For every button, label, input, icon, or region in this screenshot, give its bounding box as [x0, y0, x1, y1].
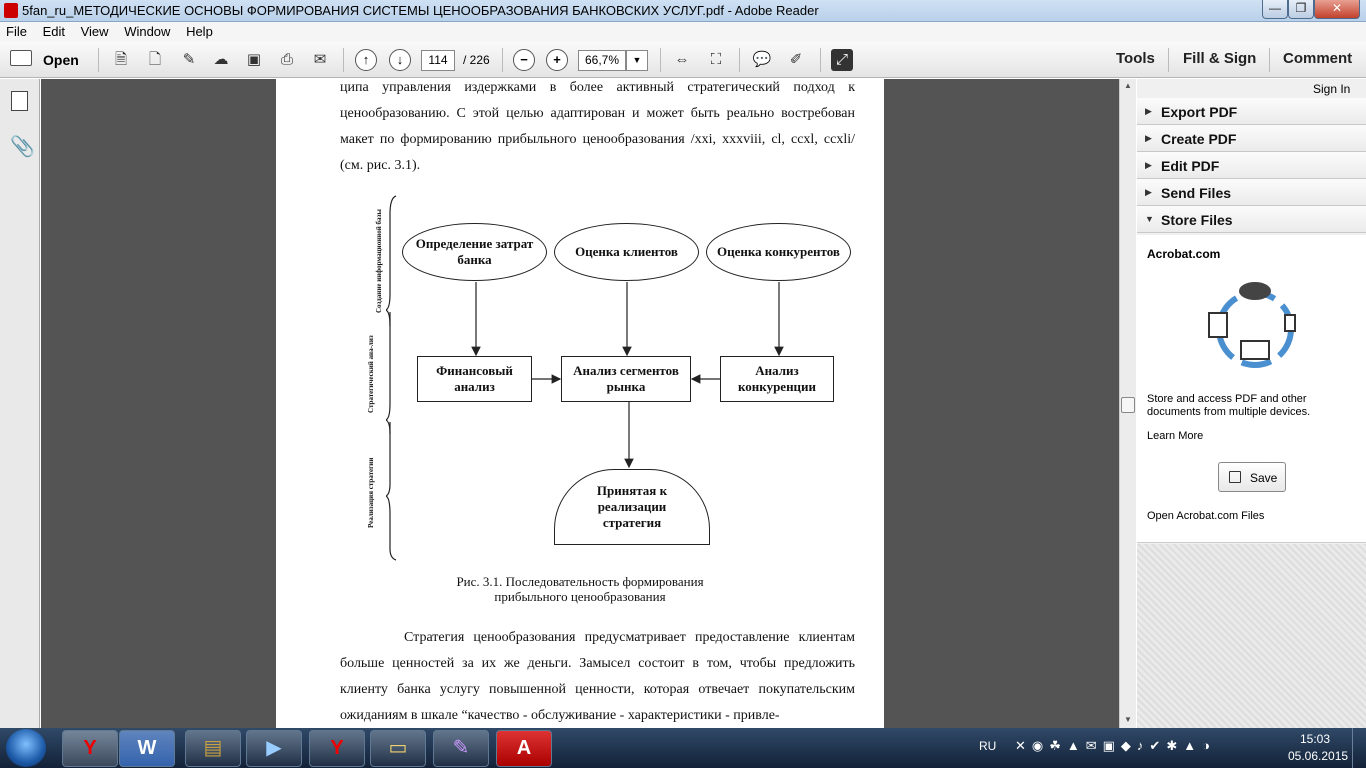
chevron-down-icon: ▼ — [1145, 214, 1154, 224]
page-number-input[interactable]: 114 — [421, 50, 455, 71]
taskbar-editor-icon[interactable]: ✎ — [433, 730, 489, 767]
tablet-shape — [1209, 313, 1227, 337]
open-acrobat-files-link[interactable]: Open Acrobat.com Files — [1147, 510, 1265, 522]
zoom-in-button[interactable]: + — [546, 49, 568, 71]
paragraph-bottom: Стратегия ценообразования предусматривает предоставление клиентам больше ценностей за их же деньги. Замысел состоит в том, чтобы предложить клиенту банка услугу повышенной ценности, которая отвечает покупательским ожиданиям в шкале “качество - обслуживание - характеристики - привле- — [340, 630, 855, 723]
side-label-info: Создание информационной базы — [375, 209, 383, 313]
chevron-right-icon: ▶ — [1145, 106, 1152, 116]
side-label-implementation: Реализация стратегии — [367, 457, 375, 528]
caption-line-1: Рис. 3.1. Последовательность формирования — [456, 574, 704, 589]
toolbar — [0, 42, 1366, 78]
open-label: Open — [43, 52, 79, 68]
next-page-button[interactable]: ↓ — [389, 49, 411, 71]
window-title: 5fan_ru_МЕТОДИЧЕСКИЕ ОСНОВЫ ФОРМИРОВАНИЯ СИСТЕМЫ ЦЕНООБРАЗОВАНИЯ БАНКОВСКИХ УСЛУГ.pdf - Adobe Reader — [22, 3, 819, 18]
phone-shape — [1285, 315, 1295, 331]
fit-width-icon[interactable]: ⇔ — [674, 51, 690, 68]
taskbar-media-player-icon[interactable]: ▶ — [246, 730, 302, 767]
chevron-down-icon: ▼ — [632, 55, 642, 65]
open-button[interactable] — [8, 48, 88, 72]
pdf-page — [276, 79, 884, 728]
node-finance: Финансовый анализ — [417, 356, 532, 402]
menu-help[interactable]: Help — [186, 24, 213, 39]
zoom-out-button[interactable]: − — [513, 49, 535, 71]
learn-more-link[interactable]: Learn More — [1147, 430, 1204, 442]
cloud-shape — [1239, 282, 1271, 300]
panel-item-label: Edit PDF — [1161, 158, 1220, 174]
convert-icon[interactable]: 🗋 — [148, 51, 162, 68]
clock-date[interactable]: 05.06.2015 — [1288, 749, 1349, 763]
edit-icon[interactable]: ✎ — [182, 51, 196, 68]
tools-button[interactable]: Tools — [1116, 50, 1155, 67]
side-label-strategy: Стратегический ана-лиз — [367, 335, 375, 413]
scroll-thumb[interactable] — [1121, 397, 1135, 413]
paragraph-top: ципа управления издержками в более активный стратегический подход к ценообразованию. С этой целью адаптирован и может быть реально востребован макет по формированию прибыльного ценообразования /xxi, xxxviii, cl, ccxl, ccxli/ (см. рис. 3.1). — [340, 80, 855, 173]
attachment-icon[interactable]: 📎 — [10, 136, 35, 158]
cloud-upload-icon[interactable]: ☁ — [213, 51, 229, 68]
clock-time[interactable]: 15:03 — [1300, 732, 1331, 746]
toolbar-separator — [739, 48, 740, 72]
save-button[interactable] — [1218, 462, 1286, 492]
save-icon — [1229, 471, 1241, 483]
node-segments: Анализ сегментов рынка — [561, 356, 691, 402]
store-files-body — [1137, 235, 1366, 543]
save-label: Save — [1250, 471, 1278, 485]
folder-icon — [10, 50, 32, 66]
panel-item-label: Store Files — [1161, 212, 1233, 228]
toolbar-separator — [502, 48, 503, 72]
taskbar-adobe-reader-icon[interactable]: A — [496, 730, 552, 767]
taskbar-word-icon[interactable]: W — [119, 730, 175, 767]
scroll-down-arrow-icon[interactable]: ▼ — [1124, 715, 1132, 724]
toolbar-separator — [98, 48, 99, 72]
full-screen-icon[interactable]: ⤢ — [831, 49, 853, 71]
minimize-button[interactable]: — — [1262, 0, 1288, 19]
right-panel — [1137, 79, 1366, 728]
comment-bubble-icon[interactable]: 💬 — [752, 51, 772, 68]
panel-item-label: Export PDF — [1161, 104, 1238, 120]
maximize-button[interactable]: ❐ — [1288, 0, 1314, 19]
panel-send-files[interactable] — [1137, 179, 1366, 206]
toolbar-separator — [820, 48, 821, 72]
previous-page-button[interactable]: ↑ — [355, 49, 377, 71]
highlight-icon[interactable]: ✐ — [789, 51, 803, 68]
panel-store-files[interactable] — [1137, 206, 1366, 233]
pages-icon[interactable] — [11, 91, 28, 111]
zoom-input[interactable]: 66,7% — [578, 50, 626, 71]
chevron-right-icon: ▶ — [1145, 160, 1152, 170]
panel-create-pdf[interactable] — [1137, 125, 1366, 152]
acrobat-title: Acrobat.com — [1147, 247, 1221, 261]
node-competitors: Оценка конкурентов — [706, 223, 851, 281]
toolbar-separator — [1269, 48, 1270, 72]
node-competition: Анализ конкуренции — [720, 356, 834, 402]
menu-bar — [0, 22, 1366, 42]
menu-view[interactable]: View — [80, 24, 109, 39]
title-bar — [0, 0, 1366, 22]
zoom-dropdown-button[interactable] — [626, 50, 648, 71]
scroll-up-arrow-icon[interactable]: ▲ — [1124, 81, 1132, 90]
fill-sign-button[interactable]: Fill & Sign — [1183, 50, 1257, 67]
figure-caption — [276, 574, 884, 604]
page-total: / 226 — [463, 53, 490, 67]
fit-page-icon[interactable]: ⛶ — [710, 51, 722, 68]
panel-edit-pdf[interactable] — [1137, 152, 1366, 179]
adobe-reader-icon — [4, 3, 18, 18]
menu-edit[interactable]: Edit — [42, 24, 65, 39]
toolbar-separator — [1168, 48, 1169, 72]
save-icon[interactable]: ▣ — [246, 51, 262, 68]
chevron-right-icon: ▶ — [1145, 133, 1152, 143]
language-indicator[interactable]: RU — [979, 739, 997, 753]
taskbar-yandex-browser-icon[interactable]: Y — [62, 730, 118, 767]
node-cost: Определение затрат банка — [402, 223, 547, 281]
taskbar-yandex-icon[interactable]: Y — [309, 730, 365, 767]
sign-in-link[interactable]: Sign In — [1313, 82, 1351, 96]
toolbar-separator — [660, 48, 661, 72]
navigation-pane — [0, 79, 40, 728]
store-description: Store and access PDF and other documents from multiple devices. — [1147, 393, 1311, 418]
caption-line-2: прибыльного ценообразования — [494, 589, 666, 604]
email-icon[interactable]: ✉ — [313, 51, 327, 68]
toolbar-separator — [343, 48, 344, 72]
close-button[interactable]: ✕ — [1314, 0, 1360, 19]
menu-file[interactable]: File — [6, 24, 27, 39]
create-pdf-icon[interactable]: 🗎 — [114, 51, 128, 68]
print-icon[interactable]: ⎙ — [280, 51, 293, 68]
comment-button[interactable]: Comment — [1283, 50, 1353, 67]
vertical-scrollbar[interactable] — [1119, 79, 1136, 728]
panel-item-label: Create PDF — [1161, 131, 1237, 147]
show-desktop-button[interactable] — [1352, 728, 1364, 768]
panel-empty-area — [1137, 544, 1366, 728]
start-button[interactable] — [6, 729, 46, 767]
panel-export-pdf[interactable] — [1137, 98, 1366, 125]
devices-sync-icon — [1205, 275, 1305, 375]
node-strategy: Принятая к реализации стратегия — [554, 469, 710, 545]
node-clients: Оценка клиентов — [554, 223, 699, 281]
panel-item-label: Send Files — [1161, 185, 1232, 201]
chevron-right-icon: ▶ — [1145, 187, 1152, 197]
taskbar-explorer-icon[interactable]: ▭ — [370, 730, 426, 767]
laptop-shape — [1241, 341, 1269, 359]
taskbar-archiver-icon[interactable]: ▤ — [185, 730, 241, 767]
tray-icons[interactable]: ✕◉☘▲✉▣◆♪✔✱▲◑ — [1015, 738, 1216, 753]
menu-window[interactable]: Window — [124, 24, 171, 39]
